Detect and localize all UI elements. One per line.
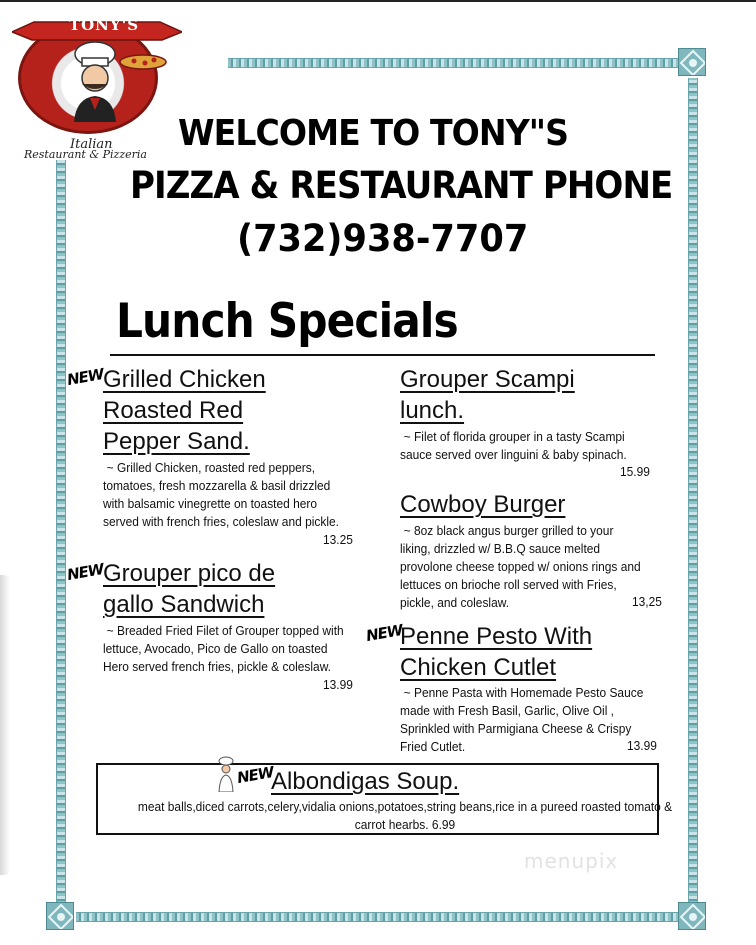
watermark: menupix (524, 849, 619, 873)
desc-line: ~ Filet of florida grouper in a tasty Scampi (403, 429, 625, 444)
new-badge: NEW (364, 620, 404, 646)
desc-line: ~ Breaded Fried Filet of Grouper topped with (106, 623, 344, 638)
menu-item-title (400, 364, 575, 426)
menu-item-description (103, 622, 344, 676)
border-right (688, 78, 698, 904)
menu-item-description (400, 522, 641, 612)
desc-line: provolone cheese topped w/ onions rings and (400, 559, 641, 574)
menu-item-title (400, 621, 592, 683)
title-line: lunch. (400, 397, 465, 424)
soup-description (124, 798, 685, 834)
title-line: Roasted Red (103, 397, 244, 424)
desc-line: sauce served over linguini & baby spinach. (400, 447, 627, 462)
chef-small-icon (216, 756, 236, 792)
section-title: Lunch Specials (116, 294, 458, 349)
corner-ornament-bottom-right (678, 902, 706, 930)
soup-title (271, 766, 459, 797)
border-left (56, 160, 66, 904)
pizza-icon (118, 52, 168, 72)
top-edge-line (0, 0, 756, 2)
title-line: Grouper pico de (103, 560, 276, 587)
title-line: Penne Pesto With (400, 623, 593, 650)
menu-item-title (103, 558, 275, 620)
logo-subtitle-restaurant: Restaurant & Pizzeria (24, 148, 147, 161)
desc-line: meat balls,diced carrots,celery,vidalia onions,potatoes,string beans,rice in a pureed roasted tomato & (137, 799, 673, 814)
desc-line: ~ Grilled Chicken, roasted red peppers, (106, 460, 316, 475)
border-bottom (76, 912, 680, 922)
desc-line: Hero served french fries, pickle & coleslaw. (103, 659, 332, 674)
desc-line: pickle, and coleslaw. (400, 595, 510, 610)
desc-line: with balsamic vinegrette on toasted hero (103, 496, 318, 511)
menu-item-title (103, 364, 266, 457)
desc-line: ~ 8oz black angus burger grilled to your (403, 523, 614, 538)
border-top (228, 58, 680, 68)
menu-item-price: 15.99 (620, 464, 650, 479)
section-title-rule (110, 354, 655, 356)
desc-line: carrot hearbs. 6.99 (354, 817, 456, 832)
menu-item-price: 13.99 (627, 738, 657, 753)
title-line: Pepper Sand. (103, 428, 250, 455)
corner-ornament-top-right (678, 48, 706, 76)
welcome-heading: WELCOME TO TONY"S (178, 113, 569, 154)
title-line: Albondigas Soup. (271, 768, 460, 795)
desc-line: lettuce, Avocado, Pico de Gallo on toasted (103, 641, 328, 656)
title-line: Chicken Cutlet (400, 654, 557, 681)
menu-item-description (400, 428, 627, 464)
desc-line: liking, drizzled w/ B.B.Q sauce melted (400, 541, 601, 556)
desc-line: tomatoes, fresh mozzarella & basil drizzled (103, 478, 331, 493)
title-line: Cowboy Burger (400, 491, 566, 518)
page-edge-shadow (0, 575, 10, 875)
title-line: Grilled Chicken (103, 366, 266, 393)
desc-line: ~ Penne Pasta with Homemade Pesto Sauce (403, 685, 644, 700)
menu-item-description (103, 459, 339, 531)
logo-banner-text: TONY'S (68, 16, 140, 34)
menu-item-price: 13.99 (323, 677, 353, 692)
desc-line: lettuces on brioche roll served with Fries, (400, 577, 617, 592)
phone-number: (732)938-7707 (237, 217, 529, 260)
new-badge: NEW (235, 762, 275, 788)
desc-line: served with french fries, coleslaw and pickle. (103, 514, 339, 529)
title-line: Grouper Scampi (400, 366, 575, 393)
desc-line: made with Fresh Basil, Garlic, Olive Oil , (400, 703, 615, 718)
menu-item-description (400, 684, 643, 756)
title-line: gallo Sandwich (103, 591, 265, 618)
menu-item-price: 13,25 (632, 594, 662, 609)
corner-ornament-bottom-left (46, 902, 74, 930)
restaurant-phone-heading: PIZZA & RESTAURANT PHONE (130, 164, 673, 207)
menu-item-title (400, 489, 565, 520)
desc-line: Fried Cutlet. (400, 739, 466, 754)
desc-line: Sprinkled with Parmigiana Cheese & Crispy (400, 721, 632, 736)
logo-subtitle-italian: Italian (70, 137, 113, 152)
new-badge: NEW (65, 559, 105, 585)
new-badge: NEW (65, 364, 105, 390)
menu-item-price: 13.25 (323, 532, 353, 547)
